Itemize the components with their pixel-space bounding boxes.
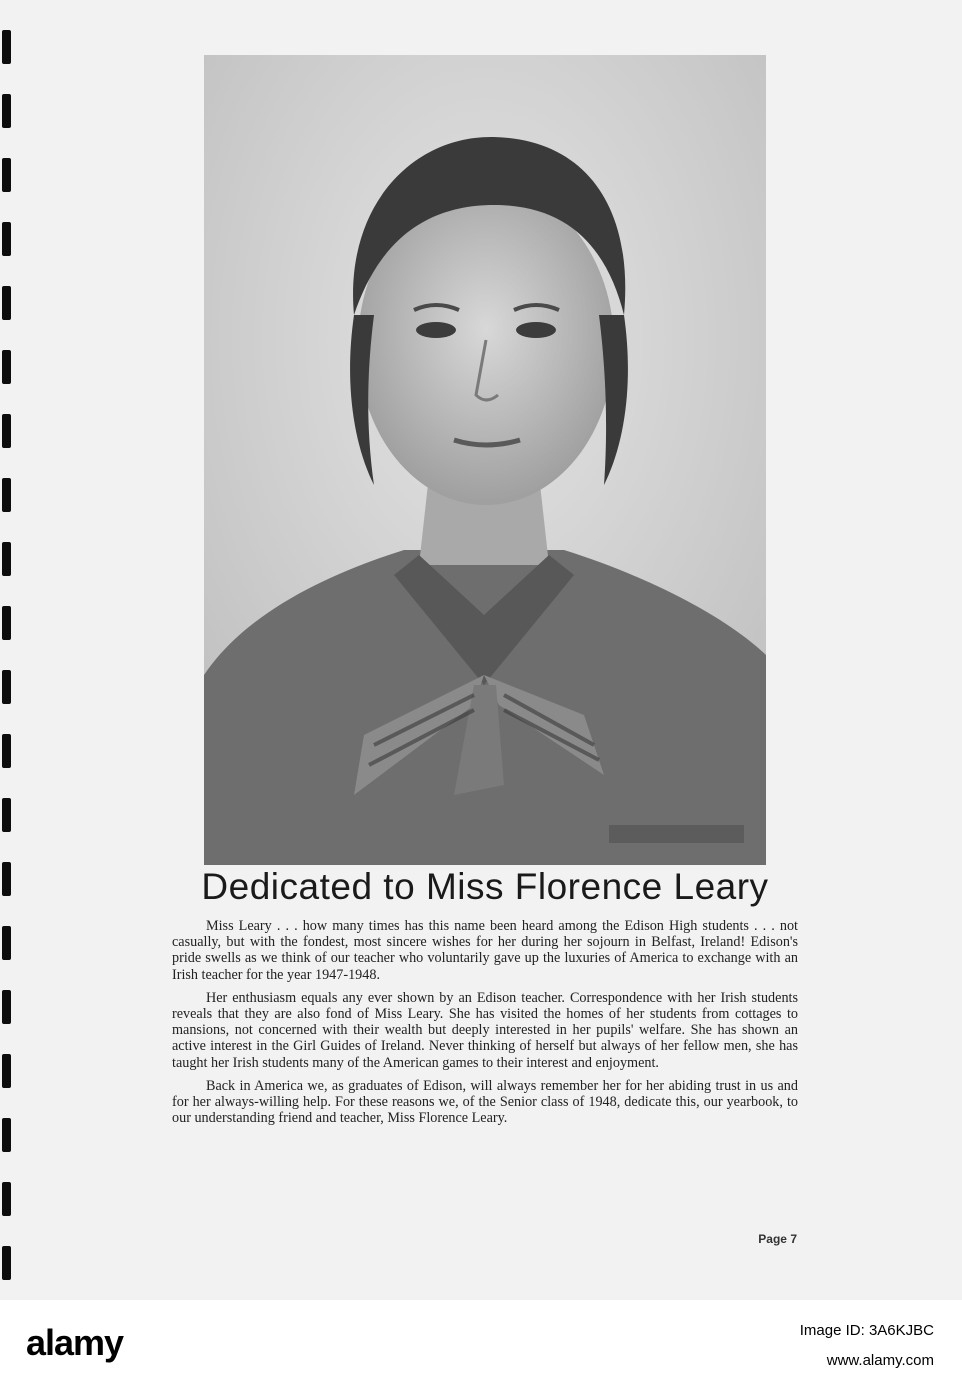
page-number: Page 7: [758, 1232, 797, 1246]
dedication-paragraph: Back in America we, as graduates of Edison, will always remember her for her abiding trust in us and for her always-willing help. For these reasons we, of the Senior class of 1948, dedicate this, our yearbook, to our understanding friend and teacher, Miss Florence Leary.: [172, 1077, 798, 1127]
binding-ring: [2, 1182, 11, 1216]
binding-ring: [2, 30, 11, 64]
alamy-logo: alamy: [26, 1322, 124, 1363]
binding-ring: [2, 222, 11, 256]
stock-footer: [0, 1300, 962, 1390]
dedication-paragraph: Her enthusiasm equals any ever shown by an Edison teacher. Correspondence with her Irish students reveals that they are also fond of Miss Leary. She has visited the homes of her students from cottages to mansions, not concerned with their wealth but deeply interested in her pupils' welfare. She has shown an active interest in the Girl Guides of Ireland. Never thinking of herself but always of her fellow men, she has taught her Irish students many of the American games to their interest and enjoyment.: [172, 989, 798, 1071]
binding-ring: [2, 1118, 11, 1152]
binding-ring: [2, 606, 11, 640]
binding-ring: [2, 990, 11, 1024]
binding-ring: [2, 542, 11, 576]
binding-ring: [2, 734, 11, 768]
dedication-paragraph: Miss Leary . . . how many times has this name been heard among the Edison High students . . . not casually, but with the fondest, most sincere wishes for her during her sojourn in Belfast, Ireland! Edison's pride swells as we think of our teacher who voluntarily gave up the luxuries of America to exchange with an Irish teacher for the year 1947-1948.: [172, 918, 798, 983]
spiral-binding: [0, 30, 16, 1290]
binding-ring: [2, 158, 11, 192]
portrait-photo: [204, 55, 766, 865]
binding-ring: [2, 286, 11, 320]
binding-ring: [2, 414, 11, 448]
binding-ring: [2, 862, 11, 896]
binding-ring: [2, 670, 11, 704]
site-url: www.alamy.com: [826, 1352, 934, 1369]
binding-ring: [2, 926, 11, 960]
binding-ring: [2, 478, 11, 512]
binding-ring: [2, 1246, 11, 1280]
binding-ring: [2, 94, 11, 128]
binding-ring: [2, 350, 11, 384]
image-id: Image ID: 3A6KJBC: [799, 1322, 934, 1339]
dedication-body: [172, 918, 798, 1133]
binding-ring: [2, 798, 11, 832]
dedication-title: Dedicated to Miss Florence Leary: [201, 866, 769, 907]
binding-ring: [2, 1054, 11, 1088]
